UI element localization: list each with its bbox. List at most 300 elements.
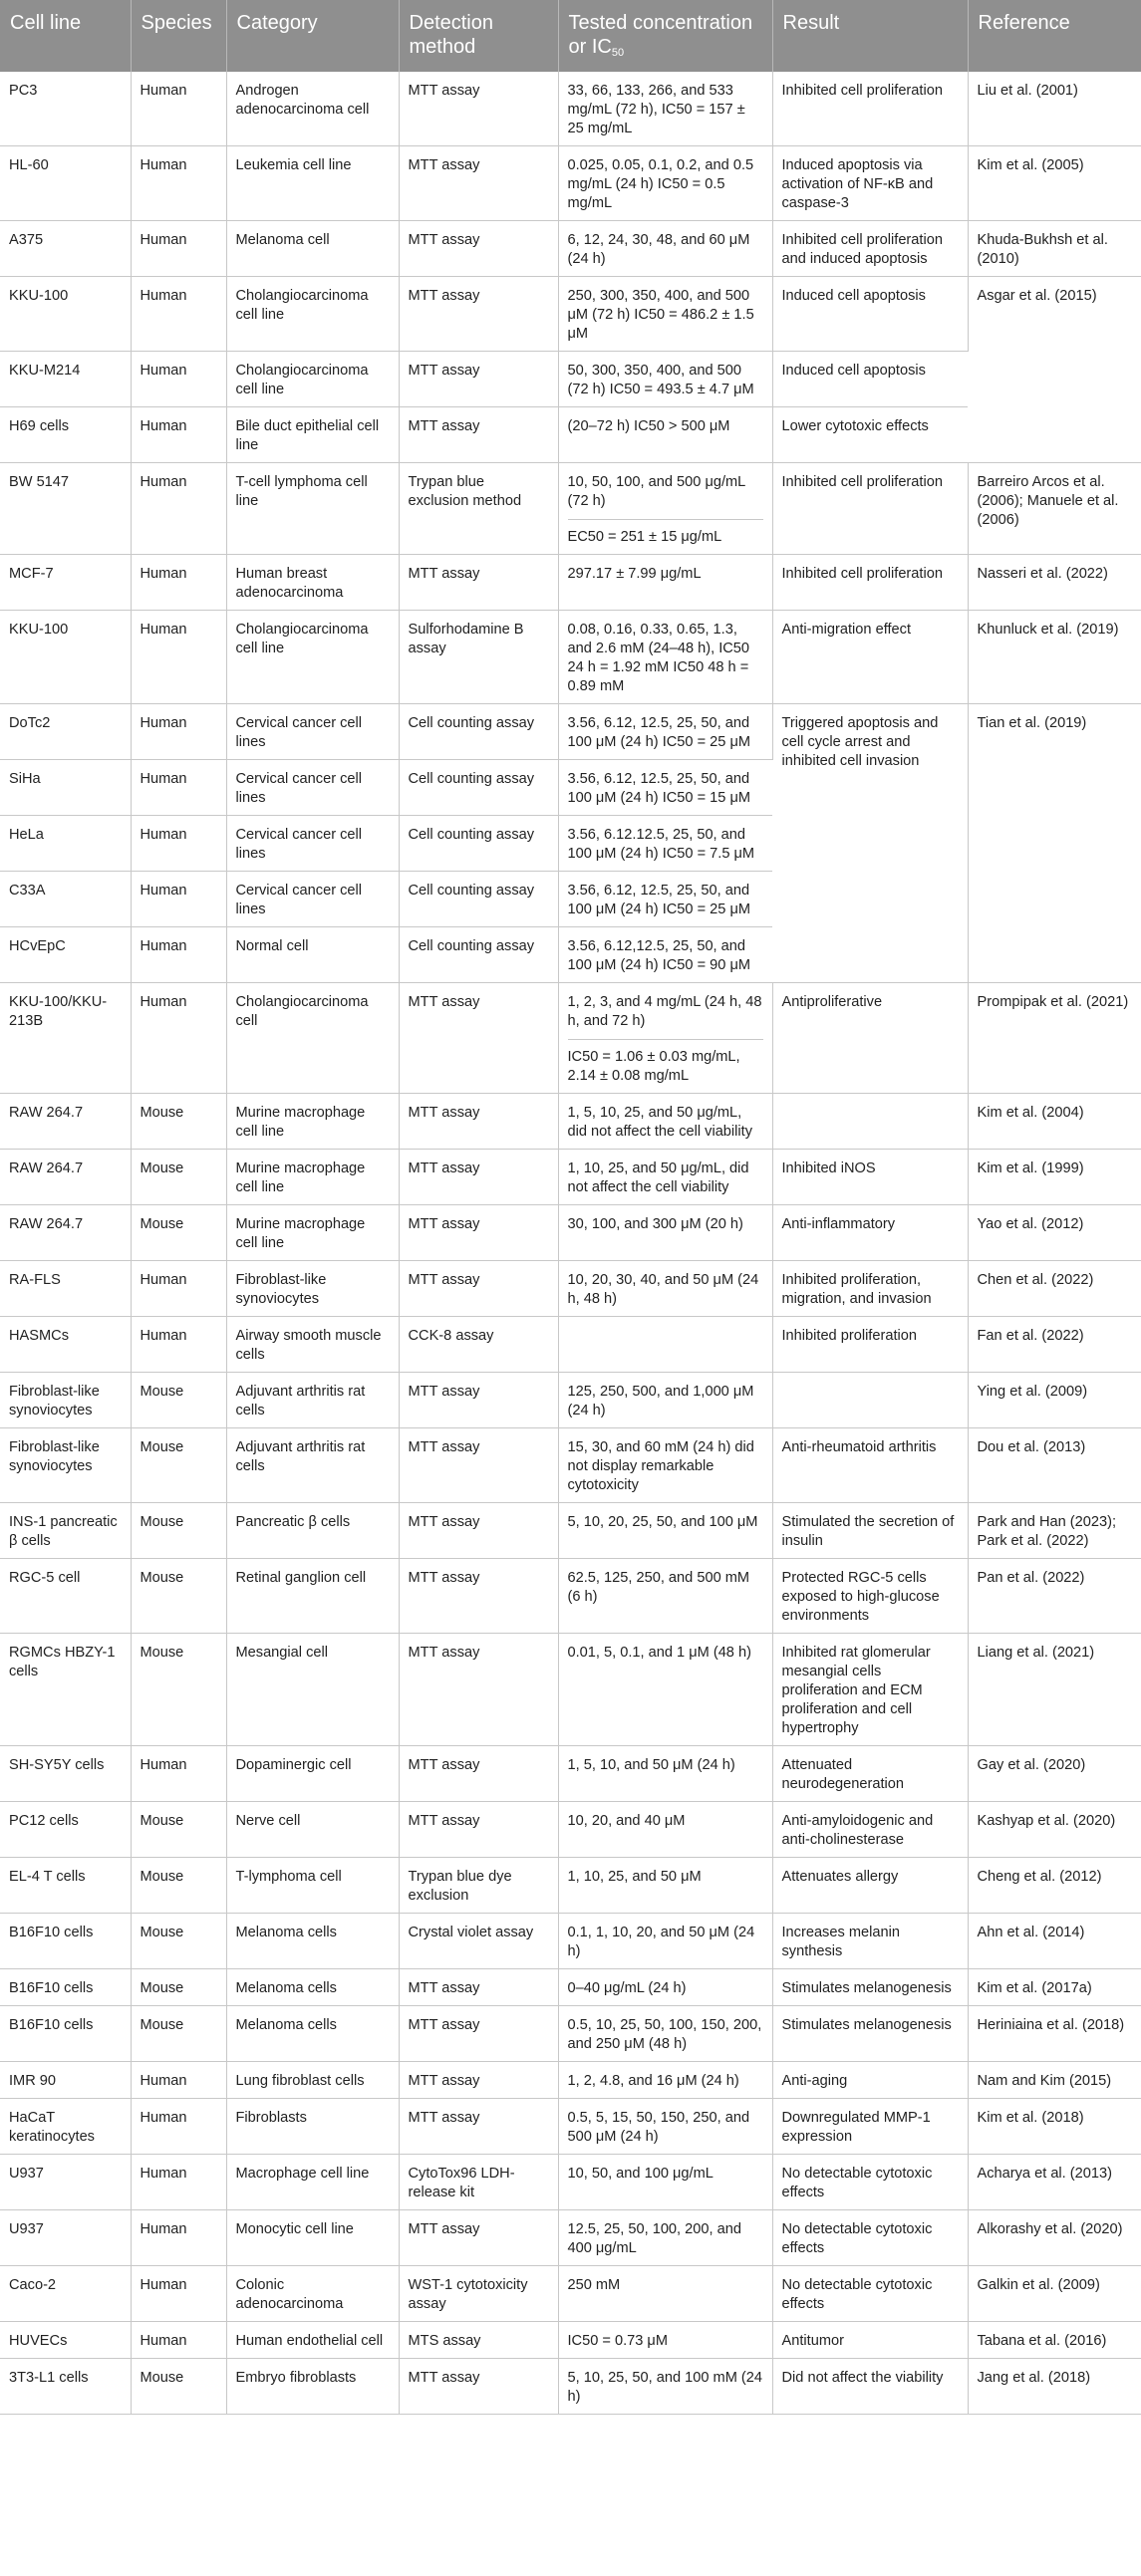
cell-category: Leukemia cell line bbox=[226, 146, 399, 221]
cell-detection-method: CytoTox96 LDH-release kit bbox=[399, 2155, 558, 2210]
cell-cell-line: H69 cells bbox=[0, 407, 131, 463]
cell-cell-line: SiHa bbox=[0, 760, 131, 816]
cell-detection-method: MTT assay bbox=[399, 72, 558, 146]
table-row bbox=[0, 2359, 1141, 2415]
cell-cell-line: B16F10 cells bbox=[0, 1969, 131, 2006]
cell-tested-concentration: 30, 100, and 300 μM (20 h) bbox=[558, 1205, 772, 1261]
cell-result: Induced cell apoptosis bbox=[772, 352, 968, 407]
table-row bbox=[0, 221, 1141, 277]
cell-cell-line: HUVECs bbox=[0, 2322, 131, 2359]
cell-reference: Asgar et al. (2015) bbox=[968, 277, 1141, 463]
cell-tested-concentration: 62.5, 125, 250, and 500 mM (6 h) bbox=[558, 1559, 772, 1634]
cell-category: Melanoma cell bbox=[226, 221, 399, 277]
table-row bbox=[0, 1503, 1141, 1559]
cell-detection-method: MTT assay bbox=[399, 1428, 558, 1503]
cell-cell-line: C33A bbox=[0, 872, 131, 927]
cell-reference: Kim et al. (2017a) bbox=[968, 1969, 1141, 2006]
cell-tested-concentration: 6, 12, 24, 30, 48, and 60 μM (24 h) bbox=[558, 221, 772, 277]
cell-tested-concentration: 125, 250, 500, and 1,000 μM (24 h) bbox=[558, 1373, 772, 1428]
cell-result: Antitumor bbox=[772, 2322, 968, 2359]
cell-cell-line: RAW 264.7 bbox=[0, 1094, 131, 1150]
table-row bbox=[0, 463, 1141, 555]
cell-species: Mouse bbox=[131, 1858, 226, 1914]
table-row bbox=[0, 704, 1141, 760]
cell-tested-concentration: 5, 10, 25, 50, and 100 mM (24 h) bbox=[558, 2359, 772, 2415]
cell-species: Human bbox=[131, 704, 226, 760]
cell-result bbox=[772, 1373, 968, 1428]
cell-result: Attenuated neurodegeneration bbox=[772, 1746, 968, 1802]
cell-detection-method: MTT assay bbox=[399, 1559, 558, 1634]
cell-species: Human bbox=[131, 816, 226, 872]
cell-category: Fibroblasts bbox=[226, 2099, 399, 2155]
cell-cell-line: B16F10 cells bbox=[0, 2006, 131, 2062]
cell-tested-concentration: 3.56, 6.12, 12.5, 25, 50, and 100 μM (24 h) IC50 = 15 μM bbox=[558, 760, 772, 816]
cell-tested-concentration: 33, 66, 133, 266, and 533 mg/mL (72 h), IC50 = 157 ± 25 mg/mL bbox=[558, 72, 772, 146]
cell-cell-line: HaCaT keratinocytes bbox=[0, 2099, 131, 2155]
cell-reference: Heriniaina et al. (2018) bbox=[968, 2006, 1141, 2062]
cell-species: Human bbox=[131, 277, 226, 352]
cell-category: Cervical cancer cell lines bbox=[226, 816, 399, 872]
cell-species: Mouse bbox=[131, 1094, 226, 1150]
cell-tested-concentration: 1, 2, 4.8, and 16 μM (24 h) bbox=[558, 2062, 772, 2099]
cell-category: Cervical cancer cell lines bbox=[226, 872, 399, 927]
cell-detection-method: MTT assay bbox=[399, 1746, 558, 1802]
cell-category: Melanoma cells bbox=[226, 1914, 399, 1969]
cell-cell-line: HASMCs bbox=[0, 1317, 131, 1373]
cell-category: Pancreatic β cells bbox=[226, 1503, 399, 1559]
cell-cell-line: Fibroblast-like synoviocytes bbox=[0, 1428, 131, 1503]
cell-category: T-cell lymphoma cell line bbox=[226, 463, 399, 555]
cell-reference: Yao et al. (2012) bbox=[968, 1205, 1141, 1261]
cell-tested-concentration: 0.025, 0.05, 0.1, 0.2, and 0.5 mg/mL (24 h) IC50 = 0.5 mg/mL bbox=[558, 146, 772, 221]
cell-reference: Galkin et al. (2009) bbox=[968, 2266, 1141, 2322]
cell-reference: Acharya et al. (2013) bbox=[968, 2155, 1141, 2210]
cell-result: Inhibited proliferation, migration, and invasion bbox=[772, 1261, 968, 1317]
cell-category: Adjuvant arthritis rat cells bbox=[226, 1373, 399, 1428]
cell-cell-line: IMR 90 bbox=[0, 2062, 131, 2099]
cell-detection-method: MTT assay bbox=[399, 1373, 558, 1428]
cell-category: Murine macrophage cell line bbox=[226, 1150, 399, 1205]
tested-concentration-text: 10, 50, 100, and 500 μg/mL (72 h) bbox=[568, 473, 763, 520]
cell-species: Mouse bbox=[131, 1503, 226, 1559]
cell-tested-concentration: 12.5, 25, 50, 100, 200, and 400 μg/mL bbox=[558, 2210, 772, 2266]
cell-cell-line: KKU-100/KKU-213B bbox=[0, 983, 131, 1094]
cell-detection-method: MTT assay bbox=[399, 1802, 558, 1858]
cell-detection-method: MTT assay bbox=[399, 2099, 558, 2155]
cell-result: Stimulates melanogenesis bbox=[772, 2006, 968, 2062]
cell-reference: Chen et al. (2022) bbox=[968, 1261, 1141, 1317]
cell-category: Retinal ganglion cell bbox=[226, 1559, 399, 1634]
cell-reference: Nam and Kim (2015) bbox=[968, 2062, 1141, 2099]
cell-cell-line: U937 bbox=[0, 2155, 131, 2210]
cell-cell-line: RAW 264.7 bbox=[0, 1205, 131, 1261]
cell-detection-method: MTT assay bbox=[399, 1503, 558, 1559]
cell-detection-method: MTT assay bbox=[399, 2210, 558, 2266]
cell-cell-line: MCF-7 bbox=[0, 555, 131, 611]
cell-detection-method: MTT assay bbox=[399, 1094, 558, 1150]
cell-result: Increases melanin synthesis bbox=[772, 1914, 968, 1969]
cell-tested-concentration: 0.5, 10, 25, 50, 100, 150, 200, and 250 μM (48 h) bbox=[558, 2006, 772, 2062]
cell-category: Human endothelial cell bbox=[226, 2322, 399, 2359]
tested-concentration-extra: IC50 = 1.06 ± 0.03 mg/mL, 2.14 ± 0.08 mg/mL bbox=[567, 1049, 740, 1084]
cell-tested-concentration: 0.1, 1, 10, 20, and 50 μM (24 h) bbox=[558, 1914, 772, 1969]
cell-reference: Fan et al. (2022) bbox=[968, 1317, 1141, 1373]
cell-species: Human bbox=[131, 2062, 226, 2099]
cell-reference: Gay et al. (2020) bbox=[968, 1746, 1141, 1802]
cell-detection-method: Cell counting assay bbox=[399, 760, 558, 816]
cell-cell-line: EL-4 T cells bbox=[0, 1858, 131, 1914]
table-row bbox=[0, 1373, 1141, 1428]
cell-category: Fibroblast-like synoviocytes bbox=[226, 1261, 399, 1317]
header-row bbox=[0, 0, 1141, 72]
cell-result: Inhibited proliferation bbox=[772, 1317, 968, 1373]
cell-species: Human bbox=[131, 221, 226, 277]
cell-category: Embryo fibroblasts bbox=[226, 2359, 399, 2415]
cell-category: Dopaminergic cell bbox=[226, 1746, 399, 1802]
cell-category: Human breast adenocarcinoma bbox=[226, 555, 399, 611]
cell-detection-method: MTT assay bbox=[399, 277, 558, 352]
cell-species: Mouse bbox=[131, 1802, 226, 1858]
cell-result: Induced apoptosis via activation of NF-κB and caspase-3 bbox=[772, 146, 968, 221]
cell-reference: Nasseri et al. (2022) bbox=[968, 555, 1141, 611]
table-row bbox=[0, 2210, 1141, 2266]
cell-result: Anti-migration effect bbox=[772, 611, 968, 704]
cell-detection-method: MTT assay bbox=[399, 1634, 558, 1746]
cell-result: Stimulates melanogenesis bbox=[772, 1969, 968, 2006]
cell-reference: Park and Han (2023); Park et al. (2022) bbox=[968, 1503, 1141, 1559]
table-row bbox=[0, 2155, 1141, 2210]
cell-cell-line: HCvEpC bbox=[0, 927, 131, 983]
cell-species: Mouse bbox=[131, 1428, 226, 1503]
cell-result: No detectable cytotoxic effects bbox=[772, 2210, 968, 2266]
cell-reference: Liu et al. (2001) bbox=[968, 72, 1141, 146]
cell-category: Cholangiocarcinoma cell bbox=[226, 983, 399, 1094]
cell-cell-line: RA-FLS bbox=[0, 1261, 131, 1317]
cell-reference: Kim et al. (2005) bbox=[968, 146, 1141, 221]
cell-reference: Dou et al. (2013) bbox=[968, 1428, 1141, 1503]
header-tested-concentration bbox=[558, 0, 772, 72]
cell-cell-line: PC12 cells bbox=[0, 1802, 131, 1858]
cell-result: Inhibited cell proliferation bbox=[772, 72, 968, 146]
cell-tested-concentration: 0.08, 0.16, 0.33, 0.65, 1.3, and 2.6 mM (24–48 h), IC50 24 h = 1.92 mM IC50 48 h = 0.89 mM bbox=[558, 611, 772, 704]
cell-detection-method: MTT assay bbox=[399, 1969, 558, 2006]
cell-reference: Barreiro Arcos et al. (2006); Manuele et al. (2006) bbox=[968, 463, 1141, 555]
tested-concentration-text: 1, 2, 3, and 4 mg/mL (24 h, 48 h, and 72 h) bbox=[568, 993, 763, 1040]
cell-species: Human bbox=[131, 352, 226, 407]
header-result: Result bbox=[772, 0, 968, 72]
cell-cell-line: PC3 bbox=[0, 72, 131, 146]
cell-category: Macrophage cell line bbox=[226, 2155, 399, 2210]
cell-result: No detectable cytotoxic effects bbox=[772, 2155, 968, 2210]
header-cell-line: Cell line bbox=[0, 0, 131, 72]
cell-category: Adjuvant arthritis rat cells bbox=[226, 1428, 399, 1503]
cell-tested-concentration bbox=[558, 983, 772, 1094]
cell-reference: Kim et al. (2004) bbox=[968, 1094, 1141, 1150]
cell-category: Colonic adenocarcinoma bbox=[226, 2266, 399, 2322]
header-detection-method: Detection method bbox=[399, 0, 558, 72]
cell-result: Anti-inflammatory bbox=[772, 1205, 968, 1261]
cell-result: Anti-rheumatoid arthritis bbox=[772, 1428, 968, 1503]
cell-result: Lower cytotoxic effects bbox=[772, 407, 968, 463]
cell-detection-method: MTT assay bbox=[399, 555, 558, 611]
cell-category: Normal cell bbox=[226, 927, 399, 983]
table-row bbox=[0, 1428, 1141, 1503]
cell-cell-line: KKU-100 bbox=[0, 611, 131, 704]
cell-species: Human bbox=[131, 2266, 226, 2322]
cell-category: Melanoma cells bbox=[226, 2006, 399, 2062]
cell-tested-concentration: 15, 30, and 60 mM (24 h) did not display remarkable cytotoxicity bbox=[558, 1428, 772, 1503]
cell-result: Triggered apoptosis and cell cycle arrest and inhibited cell invasion bbox=[772, 704, 968, 983]
cell-tested-concentration: 10, 50, and 100 μg/mL bbox=[558, 2155, 772, 2210]
cell-reference: Jang et al. (2018) bbox=[968, 2359, 1141, 2415]
cell-tested-concentration bbox=[558, 1317, 772, 1373]
table-row bbox=[0, 1914, 1141, 1969]
table-row bbox=[0, 1150, 1141, 1205]
cell-cell-line: 3T3-L1 cells bbox=[0, 2359, 131, 2415]
table-row bbox=[0, 1559, 1141, 1634]
cell-reference: Kashyap et al. (2020) bbox=[968, 1802, 1141, 1858]
cell-category: Mesangial cell bbox=[226, 1634, 399, 1746]
cell-result: No detectable cytotoxic effects bbox=[772, 2266, 968, 2322]
cell-detection-method: WST-1 cytotoxicity assay bbox=[399, 2266, 558, 2322]
cell-tested-concentration: 250 mM bbox=[558, 2266, 772, 2322]
cell-category: Cholangiocarcinoma cell line bbox=[226, 611, 399, 704]
cell-tested-concentration: 3.56, 6.12,12.5, 25, 50, and 100 μM (24 h) IC50 = 90 μM bbox=[558, 927, 772, 983]
table-row bbox=[0, 277, 1141, 352]
cell-detection-method: CCK-8 assay bbox=[399, 1317, 558, 1373]
cell-species: Human bbox=[131, 463, 226, 555]
cell-reference: Pan et al. (2022) bbox=[968, 1559, 1141, 1634]
cell-category: Melanoma cells bbox=[226, 1969, 399, 2006]
cell-tested-concentration: 0.5, 5, 15, 50, 150, 250, and 500 μM (24 h) bbox=[558, 2099, 772, 2155]
cell-category: Murine macrophage cell line bbox=[226, 1205, 399, 1261]
cell-species: Human bbox=[131, 555, 226, 611]
cell-cell-line: HL-60 bbox=[0, 146, 131, 221]
table-row bbox=[0, 1205, 1141, 1261]
table-row bbox=[0, 2062, 1141, 2099]
cell-detection-method: MTT assay bbox=[399, 407, 558, 463]
cell-result: Inhibited cell proliferation bbox=[772, 463, 968, 555]
cell-cell-line: U937 bbox=[0, 2210, 131, 2266]
cell-result: Downregulated MMP-1 expression bbox=[772, 2099, 968, 2155]
cell-detection-method: Cell counting assay bbox=[399, 816, 558, 872]
cell-species: Human bbox=[131, 146, 226, 221]
cell-cell-line: B16F10 cells bbox=[0, 1914, 131, 1969]
cell-cell-line: KKU-100 bbox=[0, 277, 131, 352]
cell-detection-method: Trypan blue exclusion method bbox=[399, 463, 558, 555]
cell-detection-method: MTT assay bbox=[399, 1150, 558, 1205]
table-row bbox=[0, 2322, 1141, 2359]
cell-result: Inhibited cell proliferation and induced apoptosis bbox=[772, 221, 968, 277]
cell-detection-method: Trypan blue dye exclusion bbox=[399, 1858, 558, 1914]
header-reference: Reference bbox=[968, 0, 1141, 72]
cell-tested-concentration: 1, 5, 10, and 50 μM (24 h) bbox=[558, 1746, 772, 1802]
cell-species: Human bbox=[131, 407, 226, 463]
cell-reference: Prompipak et al. (2021) bbox=[968, 983, 1141, 1094]
table-row bbox=[0, 611, 1141, 704]
cell-species: Mouse bbox=[131, 1914, 226, 1969]
cell-species: Human bbox=[131, 611, 226, 704]
cell-detection-method: MTT assay bbox=[399, 2006, 558, 2062]
cell-reference: Khuda-Bukhsh et al. (2010) bbox=[968, 221, 1141, 277]
cell-result: Did not affect the viability bbox=[772, 2359, 968, 2415]
cell-species: Human bbox=[131, 872, 226, 927]
cell-species: Mouse bbox=[131, 1150, 226, 1205]
table-row bbox=[0, 983, 1141, 1094]
cell-detection-method: MTT assay bbox=[399, 1261, 558, 1317]
cell-category: T-lymphoma cell bbox=[226, 1858, 399, 1914]
cell-species: Human bbox=[131, 72, 226, 146]
cell-result: Inhibited rat glomerular mesangial cells proliferation and ECM proliferation and cell hypertrophy bbox=[772, 1634, 968, 1746]
cell-detection-method: MTT assay bbox=[399, 1205, 558, 1261]
header-species: Species bbox=[131, 0, 226, 72]
cell-species: Human bbox=[131, 1746, 226, 1802]
cell-reference: Khunluck et al. (2019) bbox=[968, 611, 1141, 704]
cell-tested-concentration: 3.56, 6.12, 12.5, 25, 50, and 100 μM (24 h) IC50 = 25 μM bbox=[558, 872, 772, 927]
cell-species: Mouse bbox=[131, 2006, 226, 2062]
cell-species: Human bbox=[131, 2322, 226, 2359]
header-category: Category bbox=[226, 0, 399, 72]
cell-result: Anti-aging bbox=[772, 2062, 968, 2099]
cell-result: Induced cell apoptosis bbox=[772, 277, 968, 352]
cell-cell-line: RGC-5 cell bbox=[0, 1559, 131, 1634]
cell-category: Androgen adenocarcinoma cell bbox=[226, 72, 399, 146]
cell-cell-line: KKU-M214 bbox=[0, 352, 131, 407]
cell-tested-concentration: 1, 10, 25, and 50 μg/mL, did not affect the cell viability bbox=[558, 1150, 772, 1205]
cell-detection-method: Cell counting assay bbox=[399, 872, 558, 927]
table-row bbox=[0, 1261, 1141, 1317]
cell-cell-line: HeLa bbox=[0, 816, 131, 872]
cell-species: Mouse bbox=[131, 2359, 226, 2415]
cell-detection-method: MTT assay bbox=[399, 2359, 558, 2415]
table-row bbox=[0, 2099, 1141, 2155]
cell-result: Protected RGC-5 cells exposed to high-glucose environments bbox=[772, 1559, 968, 1634]
cell-cell-line: Caco-2 bbox=[0, 2266, 131, 2322]
cell-detection-method: MTT assay bbox=[399, 983, 558, 1094]
cell-tested-concentration: 10, 20, and 40 μM bbox=[558, 1802, 772, 1858]
cell-reference: Tian et al. (2019) bbox=[968, 704, 1141, 983]
cell-cell-line: RGMCs HBZY-1 cells bbox=[0, 1634, 131, 1746]
cell-species: Human bbox=[131, 1317, 226, 1373]
cell-category: Monocytic cell line bbox=[226, 2210, 399, 2266]
cell-cell-line: SH-SY5Y cells bbox=[0, 1746, 131, 1802]
cell-species: Mouse bbox=[131, 1373, 226, 1428]
cell-reference: Tabana et al. (2016) bbox=[968, 2322, 1141, 2359]
table-row bbox=[0, 1858, 1141, 1914]
cell-species: Human bbox=[131, 2155, 226, 2210]
cell-reference: Alkorashy et al. (2020) bbox=[968, 2210, 1141, 2266]
table-body bbox=[0, 72, 1141, 2415]
cell-result: Stimulated the secretion of insulin bbox=[772, 1503, 968, 1559]
cell-category: Lung fibroblast cells bbox=[226, 2062, 399, 2099]
cell-result: Inhibited cell proliferation bbox=[772, 555, 968, 611]
cell-category: Bile duct epithelial cell line bbox=[226, 407, 399, 463]
cell-tested-concentration: 3.56, 6.12.12.5, 25, 50, and 100 μM (24 h) IC50 = 7.5 μM bbox=[558, 816, 772, 872]
cell-tested-concentration: 10, 20, 30, 40, and 50 μM (24 h, 48 h) bbox=[558, 1261, 772, 1317]
cell-species: Human bbox=[131, 1261, 226, 1317]
cell-detection-method: Sulforhodamine B assay bbox=[399, 611, 558, 704]
table-row bbox=[0, 1094, 1141, 1150]
cell-result: Inhibited iNOS bbox=[772, 1150, 968, 1205]
cell-category: Murine macrophage cell line bbox=[226, 1094, 399, 1150]
cell-species: Human bbox=[131, 983, 226, 1094]
cell-detection-method: MTT assay bbox=[399, 146, 558, 221]
cell-species: Mouse bbox=[131, 1634, 226, 1746]
cell-tested-concentration bbox=[558, 463, 772, 555]
cell-species: Human bbox=[131, 760, 226, 816]
cell-cell-line: BW 5147 bbox=[0, 463, 131, 555]
cell-detection-method: Cell counting assay bbox=[399, 927, 558, 983]
table-row bbox=[0, 1317, 1141, 1373]
cell-detection-method: Cell counting assay bbox=[399, 704, 558, 760]
cell-tested-concentration: 297.17 ± 7.99 μg/mL bbox=[558, 555, 772, 611]
cell-tested-concentration: 50, 300, 350, 400, and 500 (72 h) IC50 = 493.5 ± 4.7 μM bbox=[558, 352, 772, 407]
cell-reference: Ahn et al. (2014) bbox=[968, 1914, 1141, 1969]
cell-result: Anti-amyloidogenic and anti-cholinesterase bbox=[772, 1802, 968, 1858]
cell-category: Cervical cancer cell lines bbox=[226, 760, 399, 816]
table-row bbox=[0, 2266, 1141, 2322]
table-row bbox=[0, 555, 1141, 611]
cell-tested-concentration: 0–40 μg/mL (24 h) bbox=[558, 1969, 772, 2006]
cell-species: Human bbox=[131, 927, 226, 983]
table-header bbox=[0, 0, 1141, 72]
cell-cell-line: A375 bbox=[0, 221, 131, 277]
cell-category: Cholangiocarcinoma cell line bbox=[226, 277, 399, 352]
cell-result bbox=[772, 1094, 968, 1150]
cell-cell-line: INS-1 pancreatic β cells bbox=[0, 1503, 131, 1559]
cell-tested-concentration: 5, 10, 20, 25, 50, and 100 μM bbox=[558, 1503, 772, 1559]
cell-category: Cholangiocarcinoma cell line bbox=[226, 352, 399, 407]
table-row bbox=[0, 72, 1141, 146]
table-row bbox=[0, 1802, 1141, 1858]
cell-tested-concentration: 3.56, 6.12, 12.5, 25, 50, and 100 μM (24 h) IC50 = 25 μM bbox=[558, 704, 772, 760]
cell-result: Antiproliferative bbox=[772, 983, 968, 1094]
cell-cell-line: RAW 264.7 bbox=[0, 1150, 131, 1205]
cell-category: Airway smooth muscle cells bbox=[226, 1317, 399, 1373]
cell-cell-line: DoTc2 bbox=[0, 704, 131, 760]
cell-detection-method: MTS assay bbox=[399, 2322, 558, 2359]
table-row bbox=[0, 146, 1141, 221]
cell-detection-method: MTT assay bbox=[399, 221, 558, 277]
cell-species: Mouse bbox=[131, 1969, 226, 2006]
cell-species: Human bbox=[131, 2210, 226, 2266]
header-tested-text: Tested concentration or IC bbox=[568, 12, 753, 58]
cell-reference: Ying et al. (2009) bbox=[968, 1373, 1141, 1428]
cell-reference: Kim et al. (1999) bbox=[968, 1150, 1141, 1205]
cell-reference: Cheng et al. (2012) bbox=[968, 1858, 1141, 1914]
cell-tested-concentration: (20–72 h) IC50 > 500 μM bbox=[558, 407, 772, 463]
cell-tested-concentration: 1, 10, 25, and 50 μM bbox=[558, 1858, 772, 1914]
cell-tested-concentration: 1, 5, 10, 25, and 50 μg/mL, did not affect the cell viability bbox=[558, 1094, 772, 1150]
table-row bbox=[0, 1746, 1141, 1802]
cell-result: Attenuates allergy bbox=[772, 1858, 968, 1914]
cell-reference: Liang et al. (2021) bbox=[968, 1634, 1141, 1746]
cell-detection-method: MTT assay bbox=[399, 2062, 558, 2099]
cell-species: Mouse bbox=[131, 1559, 226, 1634]
cell-detection-method: MTT assay bbox=[399, 352, 558, 407]
cell-reference: Kim et al. (2018) bbox=[968, 2099, 1141, 2155]
cell-tested-concentration: 0.01, 5, 0.1, and 1 μM (48 h) bbox=[558, 1634, 772, 1746]
table-row bbox=[0, 1634, 1141, 1746]
cell-species: Mouse bbox=[131, 1205, 226, 1261]
cell-species: Human bbox=[131, 2099, 226, 2155]
cell-cell-line: Fibroblast-like synoviocytes bbox=[0, 1373, 131, 1428]
header-tested-subscript: 50 bbox=[611, 47, 625, 59]
cell-tested-concentration: 250, 300, 350, 400, and 500 μM (72 h) IC50 = 486.2 ± 1.5 μM bbox=[558, 277, 772, 352]
cell-category: Nerve cell bbox=[226, 1802, 399, 1858]
cell-tested-concentration: IC50 = 0.73 μM bbox=[558, 2322, 772, 2359]
table-row bbox=[0, 1969, 1141, 2006]
